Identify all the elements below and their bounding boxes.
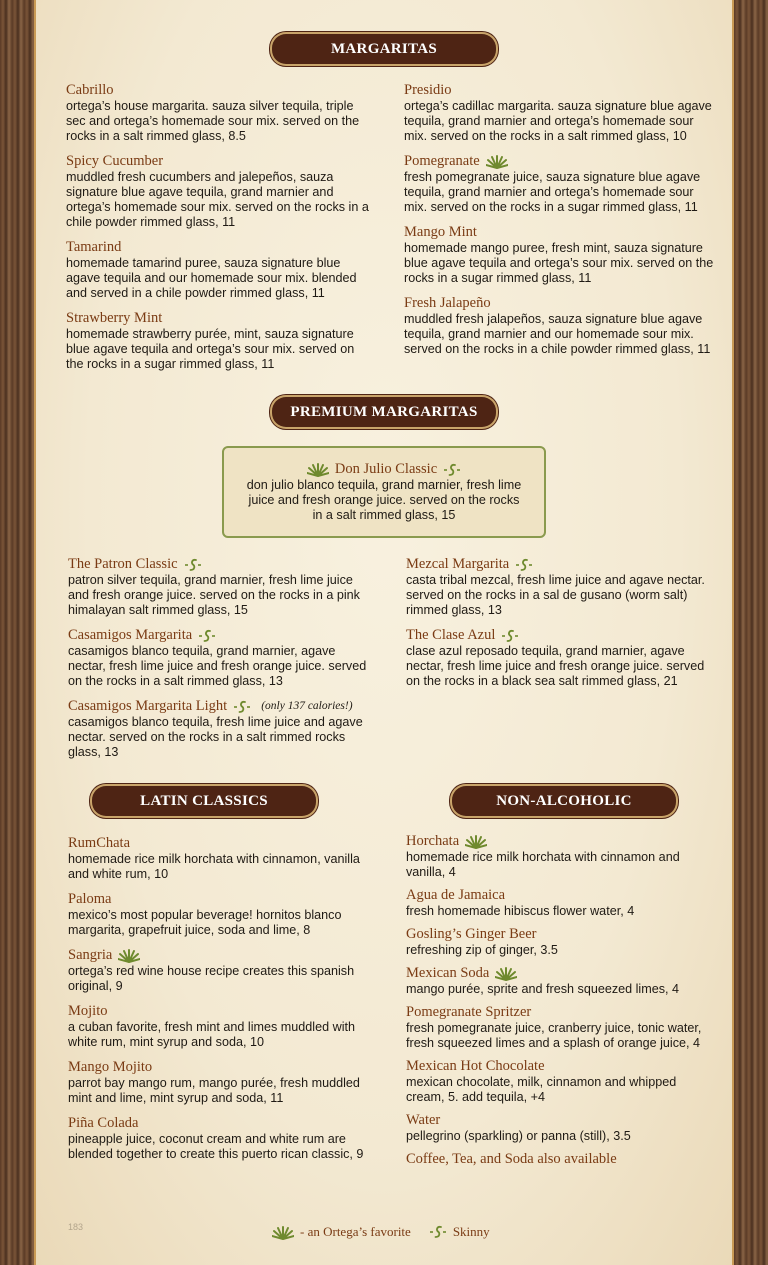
legend	[272, 1224, 490, 1240]
item-name: Cabrillo	[66, 82, 114, 98]
item-description: casamigos blanco tequila, grand marnier, agave nectar, fresh lime juice and fresh orange juice. served on the rocks in a salt rimmed glass, 13	[68, 644, 367, 688]
item-name-text: Horchata	[406, 833, 460, 849]
premium-left-column	[68, 556, 368, 769]
non-alcoholic-column	[406, 833, 706, 1168]
item-description: parrot bay mango rum, mango purée, fresh muddled mint and lime, mint syrup and soda, 11	[68, 1076, 360, 1105]
item-name-text: The Clase Azul	[406, 627, 496, 643]
premium-margaritas-banner	[272, 397, 496, 427]
margaritas-banner	[272, 34, 496, 64]
margaritas-left-column	[66, 82, 371, 381]
item-name-text: Casamigos Margarita	[68, 627, 193, 643]
item-description: casta tribal mezcal, fresh lime juice and agave nectar. served on the rocks in a sal de gusano (worm salt) rimmed glass, 13	[406, 573, 705, 617]
menu-item	[406, 1058, 706, 1105]
menu-item	[66, 310, 371, 372]
agave-favorite-icon	[118, 948, 140, 963]
item-description: homemade strawberry purée, mint, sauza signature blue agave tequila and ortega’s sour mix. served on the rocks in a sugar rimmed glass, 11	[66, 327, 355, 371]
menu-item	[406, 1004, 706, 1051]
item-description: fresh homemade hibiscus flower water, 4	[406, 904, 635, 918]
menu-item	[68, 891, 368, 938]
section-title: MARGARITAS	[330, 40, 438, 57]
menu-item	[68, 698, 368, 760]
item-name	[68, 698, 368, 715]
menu-item	[66, 153, 371, 230]
item-name-text: Mexican Soda	[406, 965, 490, 981]
item-description: clase azul reposado tequila, grand marnier, agave nectar, fresh lime juice and fresh orange juice. served on the rocks in a black sea salt rimmed glass, 21	[406, 644, 705, 688]
item-name: Mango Mint	[404, 224, 477, 240]
item-name: Pomegranate Spritzer	[406, 1004, 532, 1020]
menu-item	[68, 1003, 368, 1050]
item-description: patron silver tequila, grand marnier, fresh lime juice and fresh orange juice. served on the rocks in a pink himalayan salt rimmed glass, 15	[68, 573, 360, 617]
item-name: Mexican Hot Chocolate	[406, 1058, 545, 1074]
section-title: NON-ALCOHOLIC	[496, 792, 632, 809]
menu-item	[68, 1059, 368, 1106]
item-name	[406, 965, 706, 982]
margaritas-right-column	[404, 82, 716, 366]
item-description: casamigos blanco tequila, fresh lime juice and agave nectar. served on the rocks in a salt rimmed rocks glass, 13	[68, 715, 363, 759]
item-name	[404, 153, 716, 170]
item-name-text: Pomegranate	[404, 153, 480, 169]
item-name	[406, 556, 706, 573]
item-name: Spicy Cucumber	[66, 153, 164, 169]
right-wood-border	[734, 0, 768, 1265]
featured-item-box	[222, 446, 546, 538]
menu-item	[404, 153, 716, 215]
menu-item	[66, 82, 371, 144]
item-description: fresh pomegranate juice, cranberry juice, tonic water, fresh squeezed limes and a splash of orange juice, 4	[406, 1021, 702, 1050]
skinny-icon	[501, 629, 519, 643]
page-number: 183	[68, 1222, 84, 1232]
item-description: pineapple juice, coconut cream and white rum are blended together to create this puerto rican classic, 9	[68, 1132, 364, 1161]
skinny-icon	[443, 463, 461, 477]
item-description: homemade rice milk horchata with cinnamon, vanilla and white rum, 10	[68, 852, 360, 881]
item-description: mexican chocolate, milk, cinnamon and whipped cream, 5. add tequila, +4	[406, 1075, 677, 1104]
menu-item	[406, 833, 706, 880]
agave-favorite-icon	[465, 834, 487, 849]
item-name: Strawberry Mint	[66, 310, 163, 326]
item-description: homemade rice milk horchata with cinnamon and vanilla, 4	[406, 850, 680, 879]
latin-classics-banner	[92, 786, 316, 816]
item-description: pellegrino (sparkling) or panna (still), 3.5	[406, 1129, 631, 1143]
item-name: Mojito	[68, 1003, 108, 1019]
item-name-text: Don Julio Classic	[334, 461, 438, 477]
item-description: mexico’s most popular beverage! hornitos blanco margarita, grapefruit juice, soda and lime, 8	[68, 908, 342, 937]
item-name: Gosling’s Ginger Beer	[406, 926, 537, 942]
item-name	[68, 627, 368, 644]
item-description: ortega’s red wine house recipe creates this spanish original, 9	[68, 964, 355, 993]
premium-right-column	[406, 556, 706, 698]
skinny-icon	[429, 1225, 447, 1239]
item-name	[68, 556, 368, 573]
item-name-text: The Patron Classic	[68, 556, 178, 572]
legend-skinny-label: Skinny	[452, 1224, 490, 1239]
item-description: muddled fresh cucumbers and jalepeños, sauza signature blue agave tequila, grand marnier and ortega’s homemade sour mix. served on the rocks in a chile powder rimmed glass, 11	[66, 170, 369, 229]
item-description: refreshing zip of ginger, 3.5	[406, 943, 558, 957]
item-name: Water	[406, 1112, 441, 1128]
item-name-text: Mezcal Margarita	[406, 556, 510, 572]
menu-item	[68, 1115, 368, 1162]
item-name: Mango Mojito	[68, 1059, 153, 1075]
item-description: don julio blanco tequila, grand marnier, fresh lime juice and fresh orange juice. served on the rocks in a salt rimmed glass, 15	[246, 478, 522, 522]
item-name: RumChata	[68, 835, 131, 851]
section-title: PREMIUM MARGARITAS	[290, 403, 478, 420]
item-name	[68, 947, 368, 964]
menu-item	[68, 627, 368, 689]
menu-item	[66, 239, 371, 301]
item-description: ortega’s house margarita. sauza silver tequila, triple sec and ortega’s homemade sour mix. served on the rocks in a salt rimmed glass, 8.5	[66, 99, 360, 143]
menu-item	[406, 1112, 706, 1144]
item-name	[406, 833, 706, 850]
menu-item	[404, 295, 716, 357]
menu-item	[68, 835, 368, 882]
menu-item	[68, 556, 368, 618]
agave-favorite-icon	[486, 154, 508, 169]
menu-item	[406, 926, 706, 958]
skinny-icon	[515, 558, 533, 572]
skinny-icon	[184, 558, 202, 572]
skinny-icon	[233, 700, 251, 714]
item-description: muddled fresh jalapeños, sauza signature blue agave tequila, grand marnier and our homemade sour mix. served on the rocks in a chile powder rimmed glass, 11	[404, 312, 711, 356]
agave-favorite-icon	[495, 966, 517, 981]
item-description: ortega’s cadillac margarita. sauza signature blue agave tequila, grand marnier and ortega’s homemade sour mix. served on the rocks in a salt rimmed glass, 10	[404, 99, 712, 143]
skinny-icon	[198, 629, 216, 643]
menu-item	[406, 887, 706, 919]
item-name-text: Casamigos Margarita Light	[68, 698, 228, 714]
latin-classics-column	[68, 835, 368, 1171]
item-description: a cuban favorite, fresh mint and limes muddled with white rum, mint syrup and soda, 10	[68, 1020, 355, 1049]
item-name-text: Sangria	[68, 947, 113, 963]
item-name: Fresh Jalapeño	[404, 295, 491, 311]
section-title: LATIN CLASSICS	[140, 792, 268, 809]
menu-item	[68, 947, 368, 994]
menu-item	[406, 627, 706, 689]
agave-favorite-icon	[272, 1225, 294, 1240]
item-name	[224, 461, 544, 478]
item-description: fresh pomegranate juice, sauza signature blue agave tequila, grand marnier and ortega’s homemade sour mix. served on the rocks in a sugar rimmed glass, 11	[404, 170, 701, 214]
item-description: homemade mango puree, fresh mint, sauza signature blue agave tequila and ortega’s sour mix. served on the rocks in a sugar rimmed glass, 11	[404, 241, 714, 285]
item-name: Piña Colada	[68, 1115, 139, 1131]
calorie-note: (only 137 calories!)	[261, 700, 353, 712]
menu-item	[406, 965, 706, 997]
menu-item	[406, 556, 706, 618]
item-description: mango purée, sprite and fresh squeezed limes, 4	[406, 982, 680, 996]
agave-favorite-icon	[307, 462, 329, 477]
item-name: Presidio	[404, 82, 452, 98]
non-alcoholic-banner	[452, 786, 676, 816]
menu-item	[404, 224, 716, 286]
menu-item	[404, 82, 716, 144]
item-description: homemade tamarind puree, sauza signature blue agave tequila and our homemade sour mix. blended and served in a chile powder rimmed glass, 11	[66, 256, 357, 300]
item-name: Agua de Jamaica	[406, 887, 506, 903]
item-name: Paloma	[68, 891, 112, 907]
left-wood-border	[0, 0, 34, 1265]
item-name	[406, 627, 706, 644]
coffee-tea-soda-note: Coffee, Tea, and Soda also available	[406, 1151, 617, 1167]
legend-favorite-label: - an Ortega’s favorite	[300, 1224, 411, 1239]
item-name: Tamarind	[66, 239, 122, 255]
